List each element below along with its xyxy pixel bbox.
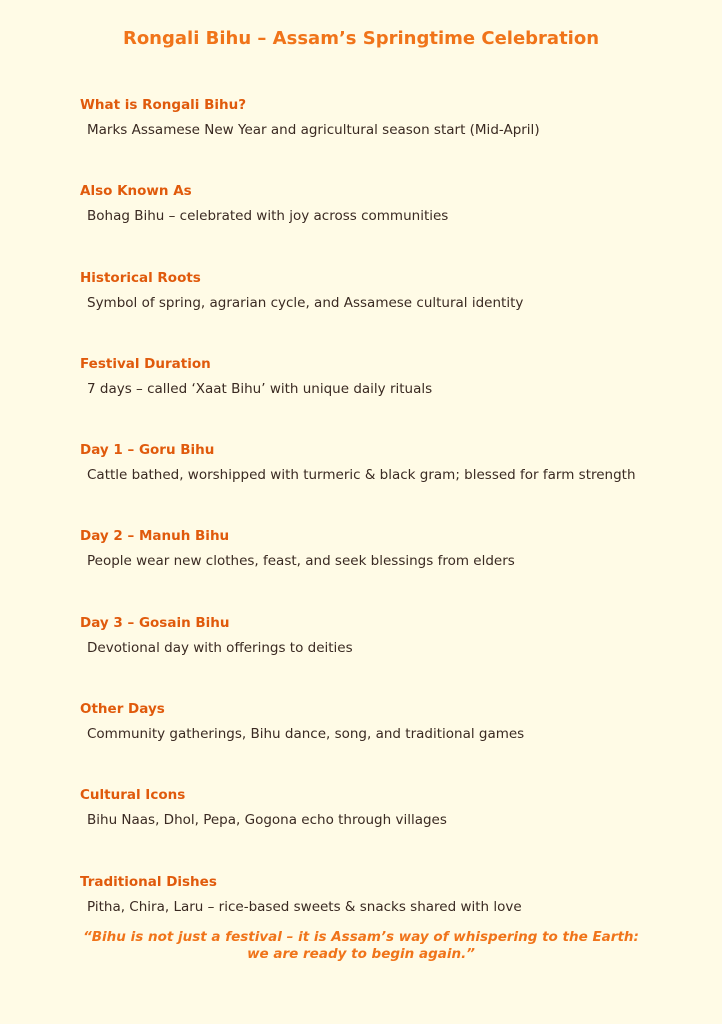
section-day-1: [80, 441, 700, 527]
section-heading: Day 1 – Goru Bihu: [80, 442, 215, 459]
section-body: Bihu Naas, Dhol, Pepa, Gogona echo through villages: [87, 812, 447, 829]
section-heading: Cultural Icons: [80, 787, 186, 804]
section-body: Bohag Bihu – celebrated with joy across communities: [87, 208, 449, 225]
section-body: Pitha, Chira, Laru – rice-based sweets & snacks shared with love: [87, 898, 522, 915]
sections-list: [80, 96, 700, 959]
section-heading: Also Known As: [80, 183, 192, 200]
closing-quote: [0, 929, 722, 963]
section-body: Cattle bathed, worshipped with turmeric & black gram; blessed for farm strength: [87, 467, 636, 484]
section-body: Symbol of spring, agrarian cycle, and Assamese cultural identity: [87, 294, 524, 311]
section-body: Marks Assamese New Year and agricultural season start (Mid-April): [87, 122, 540, 138]
quote-line-1: “Bihu is not just a festival – it is Assam’s way of whispering to the Earth:: [83, 929, 639, 945]
section-body: Devotional day with offerings to deities: [87, 639, 353, 656]
section-heading: Day 2 – Manuh Bihu: [80, 528, 230, 545]
section-body: People wear new clothes, feast, and seek blessings from elders: [87, 553, 515, 570]
page-title: Rongali Bihu – Assam’s Springtime Celebration: [122, 28, 600, 49]
section-heading: What is Rongali Bihu?: [80, 97, 247, 113]
section-cultural-icons: [80, 786, 700, 872]
section-day-3: [80, 614, 700, 700]
section-historical-roots: [80, 269, 700, 355]
section-also-known-as: [80, 182, 700, 268]
section-heading: Traditional Dishes: [80, 873, 217, 890]
section-body: 7 days – called ‘Xaat Bihu’ with unique daily rituals: [87, 380, 433, 397]
section-day-2: [80, 527, 700, 613]
section-heading: Historical Roots: [80, 269, 201, 286]
section-body: Community gatherings, Bihu dance, song, and traditional games: [87, 726, 525, 743]
section-heading: Other Days: [80, 701, 165, 718]
section-heading: Day 3 – Gosain Bihu: [80, 614, 230, 631]
section-heading: Festival Duration: [80, 355, 211, 372]
quote-line-2: we are ready to begin again.”: [247, 946, 475, 962]
section-other-days: [80, 700, 700, 786]
section-festival-duration: [80, 355, 700, 441]
section-what-is: [80, 96, 700, 182]
